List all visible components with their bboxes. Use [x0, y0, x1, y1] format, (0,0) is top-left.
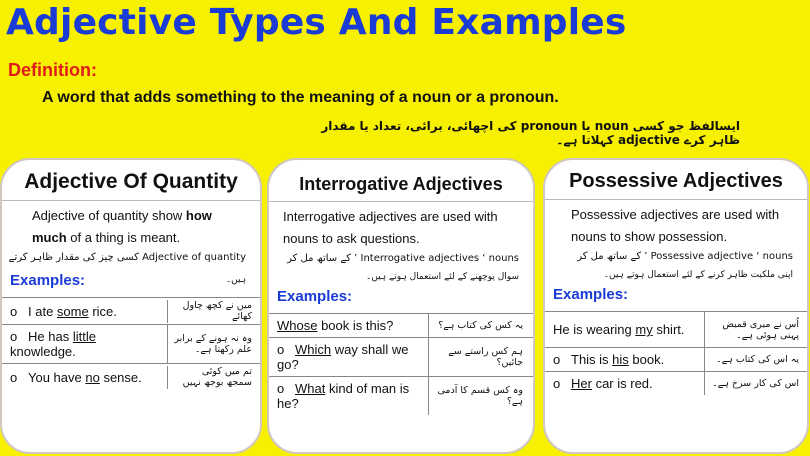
desc-bold: much — [32, 230, 67, 245]
example-urdu: اُس نے میری قمیض پہنی ہوئی ہے۔ — [722, 318, 799, 341]
desc-text: Interrogative adjectives are used with — [283, 209, 498, 224]
desc-text: Adjective of quantity show — [32, 208, 186, 223]
example-urdu: وہ کس قسم کا آدمی ہے؟ — [437, 385, 523, 407]
example-urdu: اس کی کار سرخ ہے۔ — [712, 378, 799, 389]
desc-text: nouns to ask questions. — [283, 231, 420, 246]
examples-table — [545, 311, 807, 395]
card-description — [269, 206, 533, 250]
card-possessive-adjectives — [543, 158, 809, 454]
table-row — [2, 298, 260, 325]
card-title: Interrogative Adjectives — [269, 160, 533, 202]
card-interrogative-adjectives — [267, 158, 535, 454]
card-urdu-description-2: ہیں۔ — [225, 275, 246, 285]
examples-table — [269, 313, 533, 415]
example-english: o He has little knowledge. — [2, 325, 168, 363]
example-english: o I ate some rice. — [2, 300, 168, 323]
desc-text: Possessive adjectives are used with — [571, 207, 780, 222]
table-row — [545, 312, 807, 348]
definition-text: A word that adds something to the meaning of a noun or a pronoun. — [42, 89, 559, 106]
example-english: Whose book is this? — [269, 314, 429, 337]
card-adjective-of-quantity — [0, 158, 262, 454]
example-urdu: ہم کس راستے سے جائیں؟ — [448, 346, 523, 368]
table-row — [269, 377, 533, 415]
desc-text: nouns to show possession. — [571, 229, 728, 244]
card-urdu-description: Interrogative adjectives ‘ nouns ’ کے ساتھ مل کر — [287, 253, 519, 264]
examples-label: Examples: — [553, 286, 629, 303]
table-row — [545, 372, 807, 395]
example-english: o Which way shall we go? — [269, 338, 429, 376]
table-row — [2, 325, 260, 364]
definition-urdu: ایسالفظ جو کسی noun یا pronoun کی اچھائی، برائی، تعداد یا مقدار ظاہر کرے adjective کہلاتا ہے۔ — [321, 119, 740, 147]
example-urdu: یہ اس کی کتاب ہے۔ — [716, 354, 799, 365]
example-english: o You have no sense. — [2, 366, 168, 389]
card-urdu-description-2: سوال پوچھنے کے لئے استعمال ہوتے ہیں۔ — [366, 272, 519, 282]
examples-label: Examples: — [10, 271, 86, 289]
card-description — [545, 204, 807, 248]
table-row — [2, 364, 260, 390]
card-urdu-description-2: اپنی ملکیت ظاہر کرنے کے لئے استعمال ہوتے ہیں۔ — [603, 270, 793, 280]
table-row — [269, 338, 533, 377]
examples-label: Examples: — [277, 288, 353, 305]
example-urdu: یہ کس کی کتاب ہے؟ — [438, 320, 523, 331]
card-title: Possessive Adjectives — [545, 160, 807, 200]
example-english: o Her car is red. — [545, 372, 705, 395]
example-english: o What kind of man is he? — [269, 377, 429, 415]
example-english: He is wearing my shirt. — [545, 312, 705, 347]
example-urdu: وہ نہ ہونے کے برابر علم رکھتا ہے۔ — [174, 333, 252, 355]
card-urdu-description: Possessive adjective ‘ nouns ’ کے ساتھ مل کر — [577, 251, 793, 262]
table-row — [269, 314, 533, 338]
table-row — [545, 348, 807, 372]
examples-table — [2, 297, 260, 390]
example-urdu: تم میں کوئی سمجھ بوجھ نہیں — [182, 366, 252, 388]
example-urdu: میں نے کچھ چاول کھائے — [182, 300, 252, 322]
card-urdu-description: Adjective of quantity کسی چیز کی مقدار ظاہر کرتے — [8, 252, 246, 263]
example-english: o This is his book. — [545, 348, 705, 371]
page-title: Adjective Types And Examples — [6, 2, 627, 43]
definition-label: Definition: — [8, 60, 97, 80]
desc-text: of a thing is meant. — [66, 230, 181, 245]
card-title: Adjective Of Quantity — [2, 160, 260, 201]
card-description — [2, 205, 260, 249]
desc-bold: how — [185, 208, 212, 223]
